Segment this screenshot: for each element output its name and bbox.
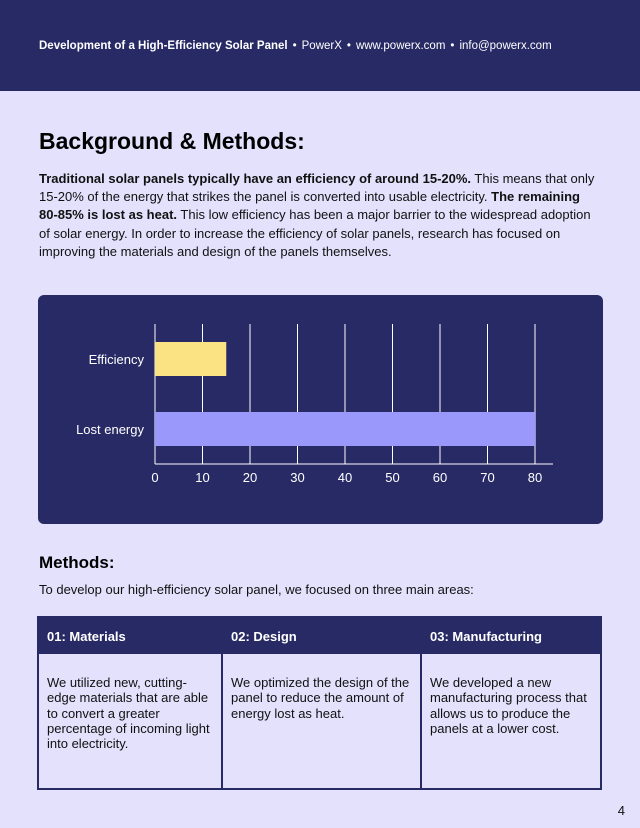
category-label: Lost energy [76, 422, 144, 437]
email-link[interactable]: info@powerx.com [459, 39, 552, 52]
page-header [0, 0, 640, 91]
bar-chart [38, 295, 603, 524]
category-label: Efficiency [88, 352, 144, 367]
methods-heading-design: 02: Design [221, 618, 420, 654]
methods-heading-manufacturing: 03: Manufacturing [420, 618, 600, 654]
intro-paragraph [39, 170, 599, 261]
x-tick-label: 80 [527, 470, 543, 485]
methods-text-materials: We utilized new, cutting-edge materials that are able to convert a greater percentage of incoming light into electricity. [39, 654, 221, 788]
header-separator: • [292, 39, 297, 52]
intro-bold-1: Traditional solar panels typically have an efficiency of around 15-20%. [39, 171, 472, 186]
x-tick-label: 70 [480, 470, 495, 485]
x-tick-label: 30 [290, 470, 305, 485]
methods-heading-materials: 01: Materials [39, 618, 221, 654]
methods-text-design: We optimized the design of the panel to reduce the amount of energy lost as heat. [221, 654, 420, 788]
x-tick-label: 0 [151, 470, 159, 485]
bar-lost-energy [155, 412, 535, 446]
x-tick-label: 10 [195, 470, 210, 485]
header-separator: • [346, 39, 351, 52]
page-number: 4 [617, 803, 625, 818]
methods-title: Methods: [39, 553, 115, 572]
website-link[interactable]: www.powerx.com [355, 39, 446, 52]
x-tick-label: 50 [385, 470, 400, 485]
x-tick-label: 20 [242, 470, 258, 485]
intro-text-2: This low efficiency has been a major barrier to the widespread adoption of solar energy. In order to increase the efficiency of solar panels, research has focused on improving the materials and design of the panels themselves. [39, 207, 591, 259]
x-tick-label: 60 [432, 470, 448, 485]
company-name: PowerX [301, 39, 342, 52]
intro-bold-2: The remaining 80-85% is lost as heat. [39, 189, 580, 223]
chart-panel [38, 295, 603, 524]
methods-text-manufacturing: We developed a new manufacturing process that allows us to produce the panels at a lower cost. [420, 654, 600, 788]
bar-efficiency [155, 342, 226, 376]
methods-table [37, 616, 602, 790]
intro-text-1: This means that only 15-20% of the energy that strikes the panel is converted into usable electricity. [39, 171, 595, 205]
section-title: Background & Methods: [39, 128, 305, 154]
document-title: Development of a High-Efficiency Solar Panel [39, 39, 288, 52]
methods-intro: To develop our high-efficiency solar panel, we focused on three main areas: [39, 582, 474, 597]
header-separator: • [450, 39, 455, 52]
x-tick-label: 40 [337, 470, 353, 485]
